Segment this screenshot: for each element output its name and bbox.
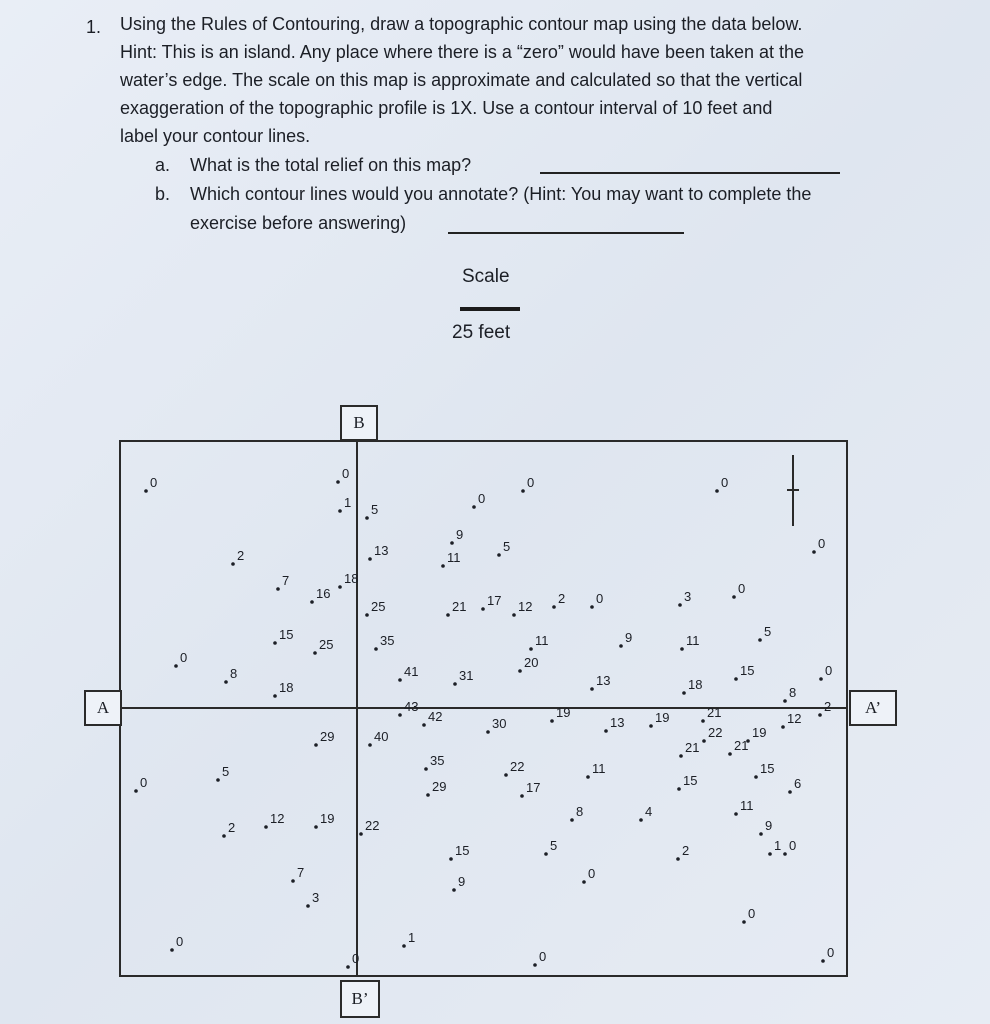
elevation-point-label: 21	[452, 599, 467, 614]
elevation-point-dot	[529, 647, 533, 651]
elevation-point-label: 9	[456, 527, 464, 542]
elevation-point-label: 0	[596, 591, 604, 606]
elevation-point-label: 0	[721, 475, 729, 490]
elevation-point-dot	[273, 641, 277, 645]
elevation-point-dot	[441, 564, 445, 568]
elevation-point-dot	[368, 743, 372, 747]
elevation-point-dot	[677, 787, 681, 791]
elevation-point-dot	[453, 682, 457, 686]
elevation-point-dot	[314, 743, 318, 747]
elevation-point-label: 15	[455, 843, 470, 858]
elevation-point-label: 0	[342, 466, 350, 481]
elevation-point-label: 22	[365, 818, 380, 833]
elevation-point-dot	[759, 832, 763, 836]
elevation-point-label: 2	[228, 820, 236, 835]
elevation-point-dot	[170, 948, 174, 952]
elevation-point-label: 0	[140, 775, 148, 790]
elevation-point-label: 2	[824, 699, 832, 714]
elevation-point-dot	[788, 790, 792, 794]
elevation-point-label: 35	[430, 753, 445, 768]
elevation-point-label: 15	[683, 773, 698, 788]
elevation-point-label: 0	[748, 906, 756, 921]
elevation-point-label: 21	[707, 705, 722, 720]
question-line-2: Hint: This is an island. Any place where there is a “zero” would have been taken at the	[120, 42, 805, 62]
elevation-point-label: 0	[818, 536, 826, 551]
elevation-point-label: 25	[319, 637, 334, 652]
elevation-point-label: 11	[447, 550, 461, 565]
elevation-point-dot	[734, 677, 738, 681]
elevation-point-label: 12	[787, 711, 802, 726]
elevation-point-dot	[586, 775, 590, 779]
elevation-point-dot	[818, 713, 822, 717]
elevation-point-dot	[504, 773, 508, 777]
elevation-point-dot	[682, 691, 686, 695]
elevation-point-label: 15	[740, 663, 755, 678]
elevation-point-dot	[639, 818, 643, 822]
elevation-point-label: 20	[524, 655, 539, 670]
elevation-point-label: 19	[320, 811, 335, 826]
elevation-point-dot	[812, 550, 816, 554]
elevation-point-dot	[398, 678, 402, 682]
elevation-point-label: 13	[374, 543, 389, 558]
elevation-point-dot	[426, 793, 430, 797]
sub-question-a-letter: a.	[155, 155, 171, 175]
elevation-point-label: 17	[487, 593, 502, 608]
elevation-point-label: 29	[320, 729, 335, 744]
elevation-point-dot	[452, 888, 456, 892]
profile-label-a-prime: A’	[849, 690, 897, 726]
elevation-point-label: 9	[765, 818, 773, 833]
elevation-point-label: 18	[688, 677, 703, 692]
elevation-point-label: 35	[380, 633, 395, 648]
elevation-point-dot	[728, 752, 732, 756]
elevation-point-label: 5	[371, 502, 379, 517]
elevation-point-dot	[521, 489, 525, 493]
elevation-point-dot	[619, 644, 623, 648]
elevation-point-dot	[783, 699, 787, 703]
elevation-point-label: 5	[503, 539, 511, 554]
elevation-point-dot	[742, 920, 746, 924]
elevation-point-dot	[134, 789, 138, 793]
elevation-point-label: 8	[789, 685, 797, 700]
question-number: 1.	[86, 17, 102, 37]
question-line-1: Using the Rules of Contouring, draw a topographic contour map using the data below.	[120, 14, 803, 34]
elevation-point-dot	[819, 677, 823, 681]
elevation-point-label: 8	[230, 666, 238, 681]
elevation-point-label: 6	[794, 776, 802, 791]
elevation-point-dot	[481, 607, 485, 611]
elevation-point-dot	[732, 595, 736, 599]
elevation-point-dot	[424, 767, 428, 771]
question-line-4: exaggeration of the topographic profile is 1X. Use a contour interval of 10 feet and	[120, 98, 773, 118]
elevation-point-dot	[678, 603, 682, 607]
elevation-point-label: 19	[655, 710, 670, 725]
elevation-point-dot	[224, 680, 228, 684]
elevation-point-label: 7	[297, 865, 305, 880]
elevation-point-label: 21	[685, 740, 700, 755]
elevation-point-label: 0	[738, 581, 746, 596]
elevation-point-label: 1	[408, 930, 416, 945]
elevation-point-dot	[821, 959, 825, 963]
elevation-point-dot	[174, 664, 178, 668]
elevation-point-label: 11	[740, 798, 754, 813]
elevation-point-label: 11	[535, 633, 549, 648]
elevation-point-label: 30	[492, 716, 507, 731]
elevation-point-label: 19	[556, 705, 571, 720]
elevation-point-label: 0	[825, 663, 833, 678]
elevation-point-dot	[449, 857, 453, 861]
elevation-point-dot	[702, 739, 706, 743]
elevation-point-label: 16	[316, 586, 331, 601]
elevation-point-label: 13	[610, 715, 625, 730]
elevation-point-label: 21	[734, 738, 749, 753]
elevation-point-dot	[314, 825, 318, 829]
elevation-point-dot	[676, 857, 680, 861]
elevation-point-dot	[544, 852, 548, 856]
elevation-point-label: 5	[222, 764, 230, 779]
elevation-point-label: 5	[764, 624, 772, 639]
elevation-point-label: 7	[282, 573, 290, 588]
elevation-point-dot	[486, 730, 490, 734]
elevation-point-label: 0	[176, 934, 184, 949]
elevation-point-dot	[216, 778, 220, 782]
elevation-point-label: 17	[526, 780, 541, 795]
elevation-point-dot	[273, 694, 277, 698]
elevation-point-dot	[512, 613, 516, 617]
elevation-point-label: 29	[432, 779, 447, 794]
elevation-point-label: 0	[789, 838, 797, 853]
elevation-point-dot	[701, 719, 705, 723]
elevation-point-dot	[570, 818, 574, 822]
elevation-point-dot	[497, 553, 501, 557]
elevation-point-dot	[520, 794, 524, 798]
elevation-point-dot	[365, 516, 369, 520]
elevation-point-label: 12	[518, 599, 533, 614]
elevation-point-label: 8	[576, 804, 584, 819]
elevation-point-dot	[291, 879, 295, 883]
elevation-point-dot	[533, 963, 537, 967]
elevation-point-label: 40	[374, 729, 389, 744]
scale-title: Scale	[462, 266, 510, 287]
elevation-point-dot	[768, 852, 772, 856]
elevation-point-dot	[222, 834, 226, 838]
elevation-point-label: 0	[588, 866, 596, 881]
elevation-point-label: 15	[760, 761, 775, 776]
elevation-point-dot	[276, 587, 280, 591]
elevation-point-label: 0	[180, 650, 188, 665]
elevation-point-label: 2	[558, 591, 566, 606]
elevation-point-label: 43	[404, 699, 419, 714]
elevation-point-label: 19	[752, 725, 767, 740]
sub-question-b-letter: b.	[155, 184, 171, 204]
elevation-point-label: 41	[404, 664, 419, 679]
elevation-point-dot	[365, 613, 369, 617]
elevation-point-label: 3	[312, 890, 320, 905]
elevation-point-dot	[446, 613, 450, 617]
elevation-point-label: 1	[344, 495, 352, 510]
elevation-point-dot	[368, 557, 372, 561]
elevation-point-label: 1	[774, 838, 782, 853]
elevation-point-label: 15	[279, 627, 294, 642]
elevation-point-label: 0	[827, 945, 835, 960]
elevation-point-label: 11	[592, 761, 606, 776]
elevation-point-label: 25	[371, 599, 386, 614]
elevation-point-label: 5	[550, 838, 558, 853]
elevation-point-dot	[518, 669, 522, 673]
elevation-point-dot	[734, 812, 738, 816]
elevation-point-dot	[422, 723, 426, 727]
elevation-point-label: 2	[237, 548, 245, 563]
elevation-point-dot	[398, 713, 402, 717]
elevation-point-label: 22	[510, 759, 525, 774]
scale-value: 25 feet	[452, 322, 511, 343]
elevation-point-dot	[680, 647, 684, 651]
elevation-point-label: 11	[686, 633, 700, 648]
elevation-point-dot	[336, 480, 340, 484]
elevation-point-dot	[649, 724, 653, 728]
sub-question-b-text: Which contour lines would you annotate? (Hint: You may want to complete the	[190, 184, 812, 204]
elevation-point-dot	[310, 600, 314, 604]
elevation-point-label: 42	[428, 709, 443, 724]
elevation-point-label: 0	[527, 475, 535, 490]
elevation-point-label: 0	[478, 491, 486, 506]
elevation-point-dot	[346, 965, 350, 969]
elevation-point-label: 3	[684, 589, 692, 604]
elevation-point-dot	[144, 489, 148, 493]
elevation-point-label: 0	[352, 951, 360, 966]
elevation-point-label: 4	[645, 804, 653, 819]
elevation-point-dot	[604, 729, 608, 733]
elevation-point-label: 18	[344, 571, 359, 586]
question-line-5: label your contour lines.	[120, 126, 311, 146]
elevation-point-dot	[552, 605, 556, 609]
elevation-point-dot	[359, 832, 363, 836]
elevation-point-label: 12	[270, 811, 285, 826]
elevation-point-label: 9	[458, 874, 466, 889]
profile-label-a: A	[84, 690, 122, 726]
profile-label-b: B	[340, 405, 378, 441]
elevation-point-dot	[338, 585, 342, 589]
elevation-point-label: 2	[682, 843, 690, 858]
elevation-point-label: 31	[459, 668, 474, 683]
elevation-point-dot	[758, 638, 762, 642]
elevation-point-dot	[231, 562, 235, 566]
elevation-point-dot	[679, 754, 683, 758]
elevation-point-dot	[783, 852, 787, 856]
elevation-point-dot	[313, 651, 317, 655]
elevation-point-dot	[781, 725, 785, 729]
elevation-point-label: 0	[150, 475, 158, 490]
elevation-point-dot	[590, 687, 594, 691]
elevation-point-label: 18	[279, 680, 294, 695]
elevation-point-dot	[550, 719, 554, 723]
elevation-point-dot	[472, 505, 476, 509]
elevation-point-dot	[590, 605, 594, 609]
elevation-point-dot	[264, 825, 268, 829]
elevation-point-dot	[306, 904, 310, 908]
profile-label-b-prime: B’	[340, 980, 380, 1018]
elevation-point-label: 0	[539, 949, 547, 964]
question-line-3: water’s edge. The scale on this map is approximate and calculated so that the vertical	[120, 70, 803, 90]
elevation-point-dot	[374, 647, 378, 651]
elevation-point-label: 22	[708, 725, 723, 740]
elevation-point-dot	[754, 775, 758, 779]
elevation-point-dot	[450, 541, 454, 545]
elevation-point-dot	[402, 944, 406, 948]
elevation-point-dot	[338, 509, 342, 513]
sub-question-a-text: What is the total relief on this map?	[190, 155, 472, 175]
elevation-point-label: 13	[596, 673, 611, 688]
sub-question-b-text-cont: exercise before answering)	[190, 213, 407, 233]
elevation-point-dot	[715, 489, 719, 493]
elevation-point-label: 9	[625, 630, 633, 645]
elevation-point-dot	[582, 880, 586, 884]
